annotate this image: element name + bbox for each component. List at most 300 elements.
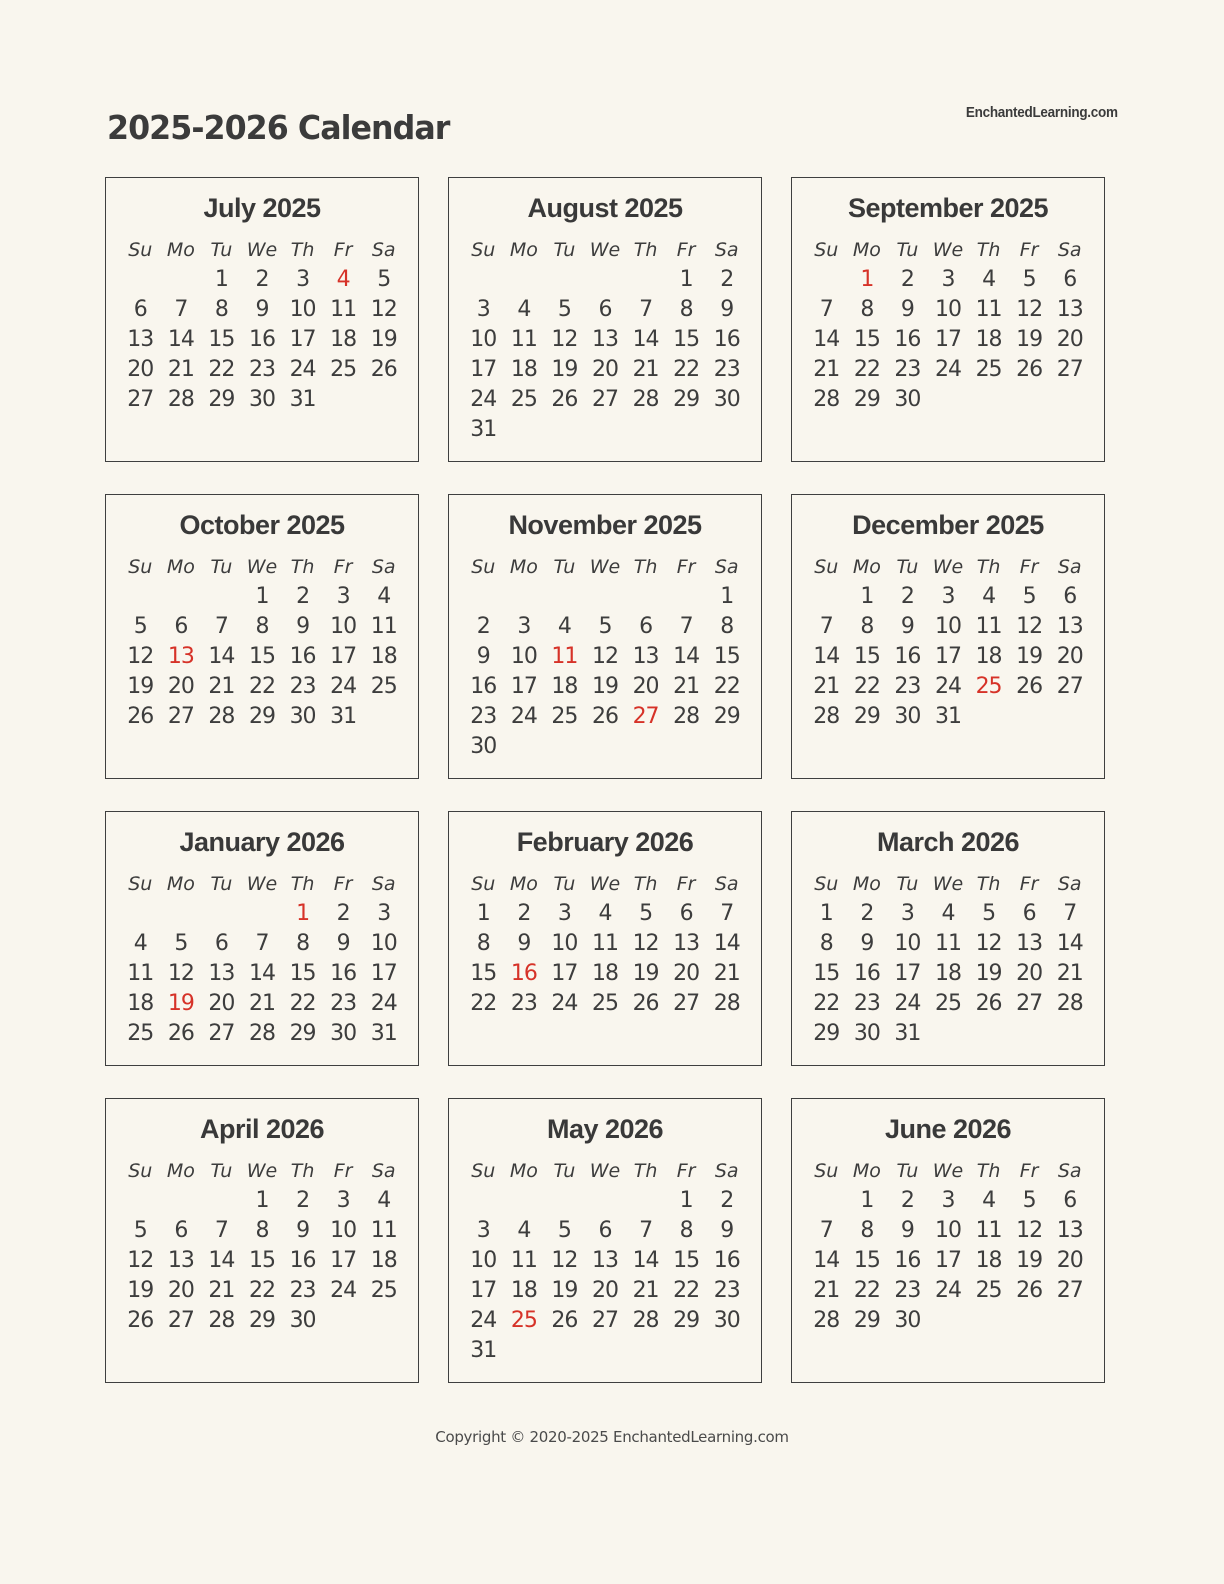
- date-cell: 31: [894, 1021, 921, 1046]
- date-cell: 25: [370, 674, 397, 699]
- date-cell: 10: [289, 297, 316, 322]
- weekday-header: Sa: [1057, 1160, 1082, 1182]
- date-cell: 29: [248, 1308, 275, 1333]
- empty-cell: [666, 415, 707, 445]
- date-cell: 6: [1063, 267, 1077, 292]
- empty-cell: [504, 265, 545, 295]
- month-title: June 2026: [884, 1114, 1012, 1144]
- date-cell: 9: [336, 931, 350, 956]
- date-cell: 26: [1016, 357, 1043, 382]
- date-cell: 7: [639, 1218, 653, 1243]
- date-cell: 2: [296, 584, 310, 609]
- empty-cell: [201, 899, 242, 929]
- date-cell: 16: [248, 327, 275, 352]
- date-cell: 28: [632, 387, 659, 412]
- date-cell: 17: [551, 961, 578, 986]
- date-cell: 7: [214, 614, 228, 639]
- date-cell: 31: [470, 1338, 497, 1363]
- date-cell: 26: [127, 704, 154, 729]
- weekday-header: Tu: [553, 556, 576, 578]
- date-cell: 17: [470, 1278, 497, 1303]
- date-cell: 9: [296, 1218, 310, 1243]
- empty-cell: [161, 265, 202, 295]
- date-cell: 27: [1056, 1278, 1083, 1303]
- date-cell: 1: [679, 1188, 693, 1213]
- date-cell: 30: [330, 1021, 357, 1046]
- weekday-row: [463, 870, 747, 899]
- date-cell: 10: [470, 327, 497, 352]
- date-cell: 3: [336, 1188, 350, 1213]
- empty-cell: [1049, 1306, 1090, 1336]
- date-cell: 6: [133, 297, 147, 322]
- empty-cell: [806, 582, 847, 612]
- weekday-header: Tu: [210, 556, 233, 578]
- date-cell: 10: [894, 931, 921, 956]
- date-cell: 3: [377, 901, 391, 926]
- empty-cell: [1009, 1019, 1050, 1049]
- date-cell: 20: [1056, 327, 1083, 352]
- weekday-header: Sa: [1057, 556, 1082, 578]
- date-cell: 6: [1063, 584, 1077, 609]
- date-cell: 16: [894, 1248, 921, 1273]
- date-cell: 22: [289, 991, 316, 1016]
- date-cell: 18: [510, 1278, 537, 1303]
- date-cell: 7: [720, 901, 734, 926]
- date-cell: 1: [679, 267, 693, 292]
- weekday-header: Su: [814, 239, 839, 261]
- date-cell: 14: [713, 931, 740, 956]
- date-cell: 25: [330, 357, 357, 382]
- weekday-header: Fr: [676, 1160, 696, 1182]
- date-cell: 25: [934, 991, 961, 1016]
- date-cell: 27: [632, 704, 659, 729]
- date-cell: 20: [632, 674, 659, 699]
- date-cell: 23: [853, 991, 880, 1016]
- date-cell: 15: [853, 1248, 880, 1273]
- dates-grid: [463, 582, 747, 762]
- weekday-header: Sa: [1057, 873, 1082, 895]
- date-cell: 11: [330, 297, 357, 322]
- date-cell: 26: [127, 1308, 154, 1333]
- date-cell: 14: [813, 644, 840, 669]
- month-calendar: [448, 1098, 762, 1383]
- date-cell: 31: [289, 387, 316, 412]
- date-cell: 27: [591, 387, 618, 412]
- date-cell: 21: [713, 961, 740, 986]
- date-cell: 17: [330, 1248, 357, 1273]
- weekday-header: Tu: [210, 873, 233, 895]
- date-cell: 5: [557, 1218, 571, 1243]
- date-cell: 26: [167, 1021, 194, 1046]
- empty-cell: [1009, 702, 1050, 732]
- date-cell: 14: [813, 327, 840, 352]
- weekday-header: We: [589, 239, 621, 261]
- date-cell: 1: [860, 584, 874, 609]
- date-cell: 26: [975, 991, 1002, 1016]
- weekday-header: We: [932, 873, 964, 895]
- empty-cell: [928, 1019, 969, 1049]
- date-cell: 4: [377, 1188, 391, 1213]
- date-cell: 19: [1016, 644, 1043, 669]
- date-cell: 7: [639, 297, 653, 322]
- date-cell: 27: [167, 1308, 194, 1333]
- date-cell: 31: [370, 1021, 397, 1046]
- date-cell: 7: [679, 614, 693, 639]
- date-cell: 7: [214, 1218, 228, 1243]
- date-cell: 8: [860, 297, 874, 322]
- date-cell: 24: [894, 991, 921, 1016]
- date-cell: 9: [255, 297, 269, 322]
- date-cell: 26: [591, 704, 618, 729]
- date-cell: 2: [517, 901, 531, 926]
- date-cell: 20: [591, 1278, 618, 1303]
- date-cell: 27: [1056, 674, 1083, 699]
- date-cell: 21: [632, 1278, 659, 1303]
- date-cell: 15: [248, 644, 275, 669]
- weekday-header: We: [246, 239, 278, 261]
- date-cell: 27: [591, 1308, 618, 1333]
- date-cell: 8: [679, 297, 693, 322]
- date-cell: 28: [673, 704, 700, 729]
- date-cell: 22: [713, 674, 740, 699]
- date-cell: 19: [370, 327, 397, 352]
- empty-cell: [363, 385, 404, 415]
- weekday-header: We: [589, 873, 621, 895]
- date-cell: 25: [127, 1021, 154, 1046]
- date-cell: 10: [470, 1248, 497, 1273]
- empty-cell: [968, 1306, 1009, 1336]
- date-cell: 17: [894, 961, 921, 986]
- date-cell: 15: [853, 327, 880, 352]
- date-cell: 20: [1056, 1248, 1083, 1273]
- empty-cell: [585, 1186, 626, 1216]
- empty-cell: [544, 1336, 585, 1366]
- empty-cell: [968, 385, 1009, 415]
- date-cell: 2: [336, 901, 350, 926]
- date-cell: 23: [713, 1278, 740, 1303]
- date-cell: 12: [551, 1248, 578, 1273]
- empty-cell: [1049, 385, 1090, 415]
- date-cell: 23: [510, 991, 537, 1016]
- date-cell: 14: [632, 1248, 659, 1273]
- date-cell: 6: [174, 614, 188, 639]
- date-cell: 18: [370, 1248, 397, 1273]
- date-cell: 31: [470, 417, 497, 442]
- date-cell: 10: [934, 614, 961, 639]
- empty-cell: [161, 1186, 202, 1216]
- date-cell: 19: [551, 357, 578, 382]
- weekday-header: Sa: [714, 556, 739, 578]
- date-cell: 28: [1056, 991, 1083, 1016]
- date-cell: 27: [1056, 357, 1083, 382]
- date-cell: 8: [255, 1218, 269, 1243]
- date-cell: 19: [167, 991, 194, 1016]
- date-cell: 2: [255, 267, 269, 292]
- month-title: May 2026: [546, 1114, 664, 1144]
- month-title: July 2025: [203, 193, 321, 223]
- date-cell: 15: [208, 327, 235, 352]
- date-cell: 19: [551, 1278, 578, 1303]
- date-cell: 3: [900, 901, 914, 926]
- date-cell: 23: [894, 357, 921, 382]
- date-cell: 10: [510, 644, 537, 669]
- month-calendar: [791, 1098, 1105, 1383]
- weekday-header: Mo: [852, 239, 881, 261]
- date-cell: 6: [174, 1218, 188, 1243]
- date-cell: 11: [127, 961, 154, 986]
- date-cell: 17: [470, 357, 497, 382]
- date-cell: 7: [819, 614, 833, 639]
- date-cell: 28: [713, 991, 740, 1016]
- weekday-header: Su: [128, 1160, 153, 1182]
- date-cell: 6: [598, 1218, 612, 1243]
- date-cell: 13: [673, 931, 700, 956]
- date-cell: 16: [470, 674, 497, 699]
- weekday-header: Fr: [333, 873, 353, 895]
- date-cell: 8: [819, 931, 833, 956]
- date-cell: 21: [813, 1278, 840, 1303]
- date-cell: 18: [934, 961, 961, 986]
- date-cell: 29: [673, 1308, 700, 1333]
- date-cell: 7: [819, 297, 833, 322]
- date-cell: 3: [336, 584, 350, 609]
- empty-cell: [463, 582, 504, 612]
- date-cell: 4: [982, 1188, 996, 1213]
- empty-cell: [161, 582, 202, 612]
- date-cell: 15: [673, 327, 700, 352]
- date-cell: 30: [894, 1308, 921, 1333]
- empty-cell: [242, 899, 283, 929]
- date-cell: 23: [330, 991, 357, 1016]
- weekday-header: Mo: [166, 1160, 195, 1182]
- date-cell: 28: [813, 1308, 840, 1333]
- date-cell: 24: [551, 991, 578, 1016]
- date-cell: 2: [296, 1188, 310, 1213]
- weekday-row: [463, 1157, 747, 1186]
- empty-cell: [544, 415, 585, 445]
- date-cell: 21: [673, 674, 700, 699]
- weekday-header: Fr: [333, 556, 353, 578]
- date-cell: 18: [510, 357, 537, 382]
- weekday-header: Th: [976, 1160, 1001, 1182]
- weekday-header: Tu: [210, 239, 233, 261]
- date-cell: 17: [934, 327, 961, 352]
- date-cell: 28: [632, 1308, 659, 1333]
- date-cell: 15: [673, 1248, 700, 1273]
- months-grid: [105, 177, 1105, 1383]
- weekday-header: Th: [976, 556, 1001, 578]
- month-calendar: [791, 811, 1105, 1066]
- date-cell: 13: [1056, 1218, 1083, 1243]
- date-cell: 11: [975, 614, 1002, 639]
- date-cell: 9: [517, 931, 531, 956]
- date-cell: 26: [632, 991, 659, 1016]
- date-cell: 16: [894, 644, 921, 669]
- date-cell: 22: [853, 357, 880, 382]
- weekday-row: [463, 553, 747, 582]
- date-cell: 24: [934, 1278, 961, 1303]
- empty-cell: [968, 1019, 1009, 1049]
- date-cell: 26: [1016, 674, 1043, 699]
- date-cell: 23: [713, 357, 740, 382]
- empty-cell: [706, 1336, 747, 1366]
- date-cell: 25: [510, 387, 537, 412]
- weekday-header: Fr: [676, 239, 696, 261]
- date-cell: 13: [167, 1248, 194, 1273]
- date-cell: 27: [167, 704, 194, 729]
- date-cell: 21: [632, 357, 659, 382]
- date-cell: 18: [551, 674, 578, 699]
- weekday-header: Fr: [1019, 1160, 1039, 1182]
- empty-cell: [806, 1186, 847, 1216]
- date-cell: 11: [975, 297, 1002, 322]
- date-cell: 9: [476, 644, 490, 669]
- date-cell: 6: [1063, 1188, 1077, 1213]
- weekday-header: Mo: [166, 239, 195, 261]
- weekday-header: We: [589, 1160, 621, 1182]
- date-cell: 17: [370, 961, 397, 986]
- empty-cell: [120, 582, 161, 612]
- empty-cell: [585, 265, 626, 295]
- weekday-row: [120, 870, 404, 899]
- date-cell: 14: [167, 327, 194, 352]
- date-cell: 29: [673, 387, 700, 412]
- date-cell: 3: [296, 267, 310, 292]
- weekday-header: Su: [128, 556, 153, 578]
- date-cell: 17: [934, 1248, 961, 1273]
- empty-cell: [363, 1306, 404, 1336]
- date-cell: 22: [853, 674, 880, 699]
- date-cell: 30: [289, 1308, 316, 1333]
- weekday-header: Th: [290, 556, 315, 578]
- date-cell: 5: [598, 614, 612, 639]
- weekday-header: Su: [814, 1160, 839, 1182]
- date-cell: 9: [860, 931, 874, 956]
- date-cell: 11: [551, 644, 578, 669]
- date-cell: 12: [127, 644, 154, 669]
- month-calendar: [791, 177, 1105, 462]
- page-title: 2025-2026 Calendar: [107, 108, 450, 147]
- date-cell: 30: [713, 1308, 740, 1333]
- weekday-header: Th: [290, 873, 315, 895]
- date-cell: 11: [510, 327, 537, 352]
- date-cell: 2: [720, 267, 734, 292]
- date-cell: 4: [982, 584, 996, 609]
- date-cell: 6: [639, 614, 653, 639]
- dates-grid: [120, 1186, 404, 1336]
- date-cell: 22: [248, 1278, 275, 1303]
- month-title: April 2026: [199, 1114, 325, 1144]
- weekday-header: Sa: [1057, 239, 1082, 261]
- empty-cell: [120, 899, 161, 929]
- weekday-header: Su: [471, 873, 496, 895]
- weekday-header: Mo: [509, 873, 538, 895]
- date-cell: 9: [720, 1218, 734, 1243]
- weekday-header: Sa: [714, 873, 739, 895]
- date-cell: 30: [713, 387, 740, 412]
- date-cell: 1: [296, 901, 310, 926]
- empty-cell: [625, 1186, 666, 1216]
- date-cell: 13: [1056, 614, 1083, 639]
- empty-cell: [463, 1186, 504, 1216]
- date-cell: 18: [127, 991, 154, 1016]
- empty-cell: [625, 582, 666, 612]
- weekday-header: Tu: [553, 873, 576, 895]
- date-cell: 23: [894, 674, 921, 699]
- weekday-header: Mo: [852, 873, 881, 895]
- empty-cell: [625, 415, 666, 445]
- empty-cell: [666, 1336, 707, 1366]
- empty-cell: [625, 265, 666, 295]
- date-cell: 9: [296, 614, 310, 639]
- date-cell: 6: [679, 901, 693, 926]
- date-cell: 30: [289, 704, 316, 729]
- empty-cell: [1049, 1019, 1090, 1049]
- empty-cell: [1009, 1306, 1050, 1336]
- date-cell: 17: [510, 674, 537, 699]
- date-cell: 26: [370, 357, 397, 382]
- weekday-row: [120, 236, 404, 265]
- date-cell: 14: [813, 1248, 840, 1273]
- weekday-header: Fr: [676, 556, 696, 578]
- empty-cell: [544, 1186, 585, 1216]
- date-cell: 26: [551, 1308, 578, 1333]
- date-cell: 12: [127, 1248, 154, 1273]
- empty-cell: [161, 899, 202, 929]
- weekday-header: We: [589, 556, 621, 578]
- date-cell: 29: [208, 387, 235, 412]
- month-calendar: [105, 177, 419, 462]
- date-cell: 16: [330, 961, 357, 986]
- date-cell: 15: [813, 961, 840, 986]
- date-cell: 15: [713, 644, 740, 669]
- empty-cell: [544, 265, 585, 295]
- date-cell: 14: [208, 644, 235, 669]
- date-cell: 3: [941, 1188, 955, 1213]
- date-cell: 6: [214, 931, 228, 956]
- weekday-row: [806, 236, 1090, 265]
- empty-cell: [585, 415, 626, 445]
- dates-grid: [120, 265, 404, 415]
- weekday-header: Th: [633, 873, 658, 895]
- weekday-header: Th: [290, 239, 315, 261]
- date-cell: 24: [330, 1278, 357, 1303]
- date-cell: 25: [975, 674, 1002, 699]
- date-cell: 8: [720, 614, 734, 639]
- date-cell: 10: [370, 931, 397, 956]
- weekday-row: [120, 553, 404, 582]
- empty-cell: [585, 582, 626, 612]
- dates-grid: [120, 899, 404, 1049]
- empty-cell: [504, 1336, 545, 1366]
- date-cell: 28: [167, 387, 194, 412]
- weekday-row: [806, 553, 1090, 582]
- date-cell: 20: [591, 357, 618, 382]
- date-cell: 13: [127, 327, 154, 352]
- date-cell: 27: [673, 991, 700, 1016]
- month-calendar: [791, 494, 1105, 779]
- empty-cell: [706, 415, 747, 445]
- date-cell: 1: [720, 584, 734, 609]
- date-cell: 12: [1016, 297, 1043, 322]
- weekday-header: Mo: [509, 556, 538, 578]
- month-calendar: [448, 494, 762, 779]
- dates-grid: [463, 899, 747, 1019]
- weekday-header: Su: [128, 239, 153, 261]
- date-cell: 23: [289, 1278, 316, 1303]
- weekday-header: Mo: [509, 1160, 538, 1182]
- date-cell: 16: [510, 961, 537, 986]
